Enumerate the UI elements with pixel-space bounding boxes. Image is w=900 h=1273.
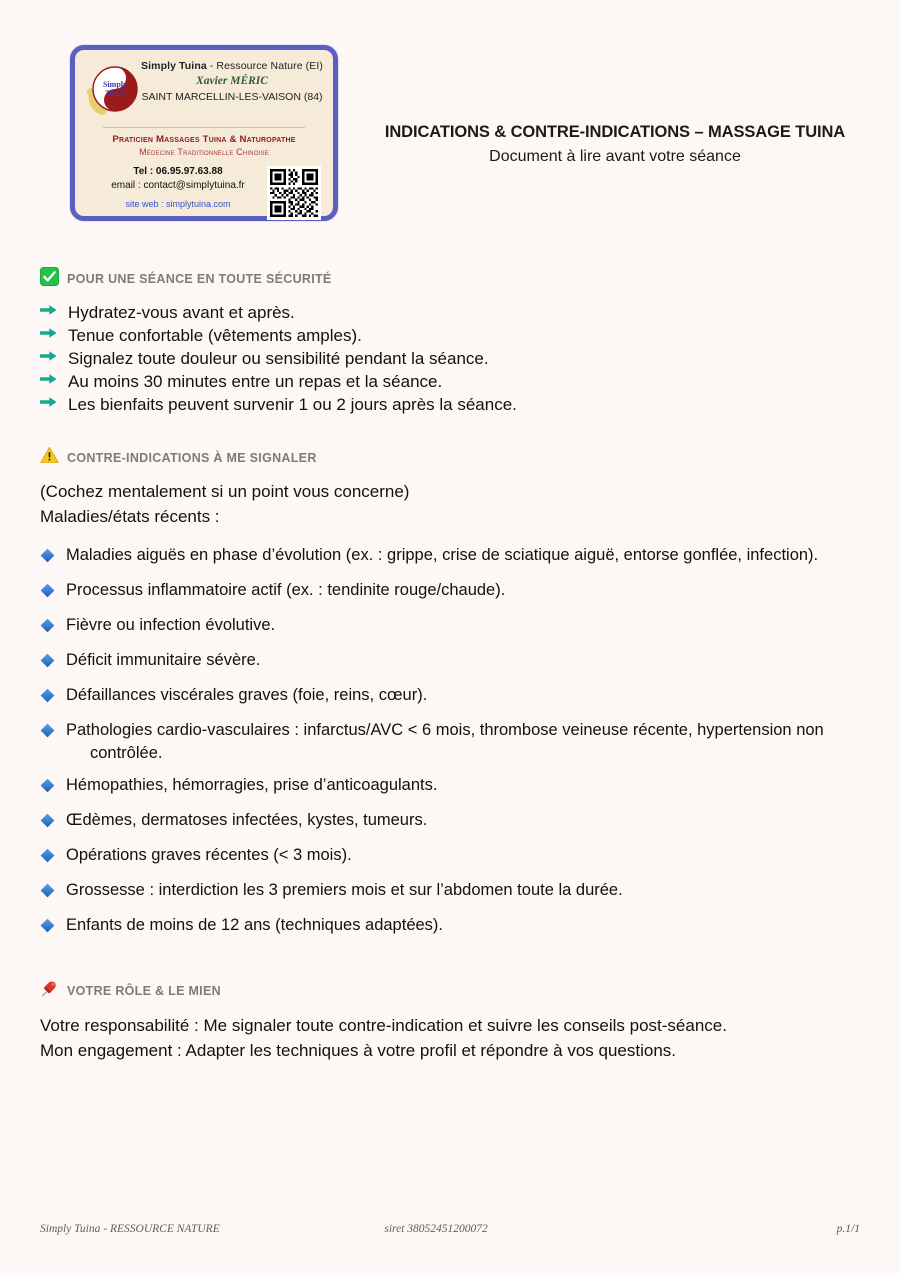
- contraindication-text: Pathologies cardio-vasculaires : infarctus/AVC < 6 mois, thrombose veineuse récente, hypertension non: [66, 721, 824, 739]
- role-section-header: [40, 979, 855, 1003]
- document-body: [0, 221, 900, 1063]
- list-item: [40, 809, 855, 835]
- role-responsibility-line: Votre responsabilité : Me signaler toute contre-indication et suivre les conseils post-séance.: [40, 1016, 727, 1035]
- blue-diamond-icon: [40, 544, 58, 570]
- card-telephone: Tel : 06.95.97.63.88: [133, 166, 223, 177]
- qr-code: [267, 166, 321, 220]
- contraindication-text: Enfants de moins de 12 ans (techniques adaptées).: [66, 916, 443, 934]
- safety-item-text: Les bienfaits peuvent survenir 1 ou 2 jours après la séance.: [68, 395, 517, 414]
- blue-diamond-icon: [40, 774, 58, 800]
- simply-tuina-yin-yang-logo: [85, 62, 141, 120]
- safety-item-text: Au moins 30 minutes entre un repas et la séance.: [68, 372, 443, 391]
- list-item: [40, 370, 855, 393]
- document-header: [0, 0, 900, 221]
- card-contact-text: [85, 166, 267, 209]
- role-section-title: VOTRE RÔLE & LE MIEN: [67, 984, 221, 998]
- footer-siret-text: siret 38052451200072: [384, 1223, 488, 1235]
- card-role-line: Praticien Massages Tuina & Naturopathe: [112, 134, 296, 145]
- safety-item-text: Tenue confortable (vêtements amples).: [68, 326, 362, 345]
- list-item: [40, 544, 855, 570]
- warning-triangle-icon: [40, 446, 59, 469]
- business-card: [70, 45, 338, 221]
- contraindication-text-cardio: [66, 719, 855, 765]
- safety-tips-list: [40, 301, 855, 416]
- contraindication-text: Fièvre ou infection évolutive.: [66, 616, 276, 634]
- green-check-box-icon: [40, 267, 59, 291]
- list-item: [40, 579, 855, 605]
- page-title: INDICATIONS & CONTRE-INDICATIONS – MASSAGE TUINA: [384, 123, 846, 141]
- blue-diamond-icon: [40, 614, 58, 640]
- contraindication-text: Processus inflammatoire actif (ex. : tendinite rouge/chaude).: [66, 581, 506, 599]
- green-arrow-icon: [40, 345, 58, 368]
- contraindication-text: Hémopathies, hémorragies, prise d’anticoagulants.: [66, 776, 438, 794]
- card-divider: [103, 127, 305, 128]
- contraindications-section-header: [40, 446, 855, 469]
- card-city: SAINT MARCELLIN-LES-VAISON (84): [141, 91, 323, 103]
- contraindication-text: Défaillances viscérales graves (foie, reins, cœur).: [66, 686, 428, 704]
- contraindication-text-continued: contrôlée.: [90, 744, 163, 762]
- blue-diamond-icon: [40, 914, 58, 940]
- business-card-contact-block: [85, 166, 323, 220]
- footer-left-text: Simply Tuina - RESSOURCE NATURE: [40, 1223, 220, 1235]
- business-card-identity: [141, 58, 323, 103]
- list-item: [40, 844, 855, 870]
- red-pushpin-icon: [40, 979, 59, 1003]
- contraindication-text: Maladies aiguës en phase d’évolution (ex. : grippe, crise de sciatique aiguë, entorse gonflée, infection).: [66, 546, 819, 564]
- list-item: [40, 614, 855, 640]
- safety-section-header: [40, 267, 855, 291]
- card-website: site web : simplytuina.com: [125, 199, 231, 209]
- card-company-name: Simply Tuina: [141, 60, 207, 72]
- green-arrow-icon: [40, 322, 58, 345]
- contraindication-text: Déficit immunitaire sévère.: [66, 651, 261, 669]
- logo-text-line2: Tuina: [105, 89, 125, 98]
- card-email: email : contact@simplytuina.fr: [111, 180, 245, 191]
- blue-diamond-icon: [40, 684, 58, 710]
- list-item: [40, 649, 855, 675]
- logo-text-line1: Simply: [102, 80, 128, 89]
- green-arrow-icon: [40, 368, 58, 391]
- list-item: [40, 301, 855, 324]
- list-item: [40, 914, 855, 940]
- list-item: [40, 324, 855, 347]
- contraindications-note: (Cochez mentalement si un point vous concerne): [40, 482, 410, 501]
- list-item: [40, 393, 855, 416]
- contraindication-text: Œdèmes, dermatoses infectées, kystes, tumeurs.: [66, 811, 428, 829]
- role-engagement-line: Mon engagement : Adapter les techniques à votre profil et répondre à vos questions.: [40, 1041, 677, 1060]
- safety-section-title: POUR UNE SÉANCE EN TOUTE SÉCURITÉ: [67, 272, 332, 286]
- contraindication-text: Opérations graves récentes (< 3 mois).: [66, 846, 352, 864]
- contraindications-list: [40, 544, 855, 940]
- safety-item-text: Signalez toute douleur ou sensibilité pendant la séance.: [68, 349, 489, 368]
- footer-page-number: p.1/1: [836, 1223, 860, 1235]
- green-arrow-icon: [40, 299, 58, 322]
- green-arrow-icon: [40, 391, 58, 414]
- blue-diamond-icon: [40, 879, 58, 905]
- title-block: [360, 45, 870, 166]
- blue-diamond-icon: [40, 844, 58, 870]
- page-subtitle: Document à lire avant votre séance: [489, 148, 741, 165]
- blue-diamond-icon: [40, 579, 58, 605]
- business-card-top: [85, 58, 323, 120]
- blue-diamond-icon: [40, 649, 58, 675]
- contraindications-section-title: CONTRE-INDICATIONS À ME SIGNALER: [67, 450, 317, 465]
- card-company-line: [141, 60, 323, 72]
- blue-diamond-icon: [40, 809, 58, 835]
- card-company-suffix: - Ressource Nature (EI): [206, 60, 323, 72]
- blue-diamond-icon: [40, 719, 58, 745]
- safety-item-text: Hydratez-vous avant et après.: [68, 303, 295, 322]
- list-item: [40, 774, 855, 800]
- list-item: [40, 719, 855, 765]
- card-practitioner-name: Xavier MÉRIC: [196, 75, 268, 87]
- page-footer: [40, 1223, 860, 1235]
- contraindications-subheading: Maladies/états récents :: [40, 507, 220, 526]
- list-item: [40, 684, 855, 710]
- contraindication-text: Grossesse : interdiction les 3 premiers mois et sur l’abdomen toute la durée.: [66, 881, 623, 899]
- list-item: [40, 347, 855, 370]
- list-item: [40, 879, 855, 905]
- card-discipline-line: Médecine Traditionnelle Chinoise: [139, 147, 269, 157]
